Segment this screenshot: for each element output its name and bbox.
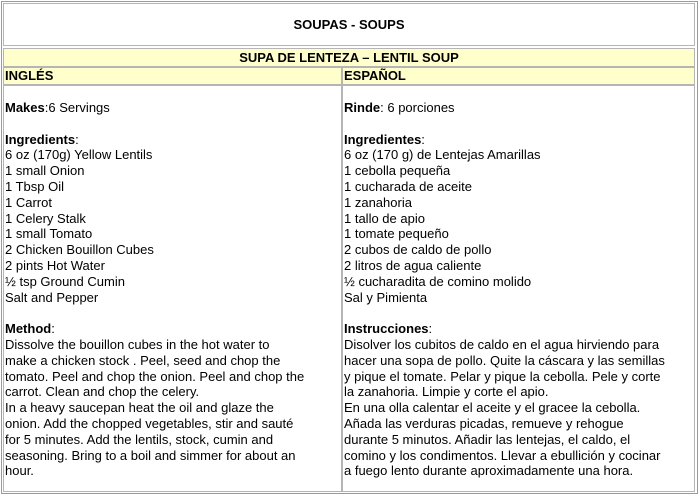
english-ingredients-list — [5, 147, 340, 305]
english-ingredient-item: 1 small Onion — [5, 163, 85, 179]
spanish-method-line: durante 5 minutos. Añadir las lentejas, el caldo, el — [344, 431, 631, 447]
spanish-method-colon: : — [428, 321, 433, 337]
english-makes-label: Makes — [5, 100, 45, 115]
english-method-line: make a chicken stock . Peel, seed and chop the — [5, 352, 281, 368]
english-method-line: In a heavy saucepan heat the oil and glaze the — [5, 400, 274, 416]
english-ingredients-colon: : — [75, 131, 79, 147]
recipe-title: SUPA DE LENTEZA – LENTIL SOUP — [3, 48, 695, 67]
english-ingredient-item: 6 oz (170g) Yellow Lentils — [5, 147, 153, 163]
english-ingredient-item: 2 pints Hot Water — [5, 257, 105, 273]
spanish-method-line: comino y los condimentos. Llevar a ebullición y cocinar — [344, 447, 661, 463]
spanish-ingredient-item: ½ cucharadita de comino molido — [344, 273, 532, 289]
spanish-makes — [344, 100, 693, 116]
english-ingredient-item: 2 Chicken Bouillon Cubes — [5, 242, 154, 258]
spanish-method-line: En una olla calentar el aceite y el gracee la cebolla. — [344, 400, 641, 416]
english-ingredient-item: 1 Celery Stalk — [5, 210, 86, 226]
english-column — [3, 85, 342, 492]
spanish-method-heading — [344, 321, 693, 337]
english-column-heading: INGLÉS — [3, 67, 342, 85]
english-method-label: Method — [5, 321, 52, 337]
spanish-ingredient-item: 1 zanahoria — [344, 194, 412, 210]
english-ingredient-item: Salt and Pepper — [5, 289, 99, 305]
english-method-heading — [5, 321, 340, 337]
spanish-ingredients-heading — [344, 132, 693, 148]
spanish-method-line: a fuego lento durante aproximadamente una hora. — [344, 463, 634, 479]
spanish-ingredient-item: 2 litros de agua caliente — [344, 257, 482, 273]
english-ingredients-heading — [5, 132, 340, 148]
english-method-line: for 5 minutes. Add the lentils, stock, cumin and — [5, 431, 274, 447]
spanish-ingredient-item: 2 cubos de caldo de pollo — [344, 242, 492, 258]
spanish-makes-value: : 6 porciones — [380, 100, 455, 115]
spanish-makes-label: Rinde — [344, 100, 381, 115]
spanish-ingredient-item: 1 cucharada de aceite — [344, 178, 472, 194]
spanish-ingredient-item: Sal y Pimienta — [344, 289, 428, 305]
spanish-method-line: y pique el tomate. Pelar y pique la cebolla. Pele y corte — [344, 368, 661, 384]
english-method-line: tomato. Peel and chop the onion. Peel and chop the — [5, 368, 305, 384]
spanish-method-line: la zanahoria. Limpie y corte el apio. — [344, 384, 549, 400]
spanish-method-line: Disolver los cubitos de caldo en el agua hirviendo para — [344, 336, 660, 352]
english-ingredient-item: 1 Tbsp Oil — [5, 178, 65, 194]
english-makes — [5, 100, 340, 116]
spanish-ingredient-item: 6 oz (170 g) de Lentejas Amarillas — [344, 147, 541, 163]
english-method-line: onion. Add the chopped vegetables, stir and sauté — [5, 415, 294, 431]
spanish-ingredient-item: 1 cebolla pequeña — [344, 163, 451, 179]
spanish-ingredient-item: 1 tallo de apio — [344, 210, 425, 226]
spanish-ingredients-colon: : — [421, 131, 425, 147]
spanish-method-label: Instrucciones — [344, 321, 429, 337]
english-method-line: seasoning. Bring to a boil and simmer for about an — [5, 447, 296, 463]
english-ingredient-item: ½ tsp Ground Cumin — [5, 273, 125, 289]
english-method-line: hour. — [5, 463, 34, 479]
spanish-ingredients-label: Ingredientes — [344, 131, 422, 147]
english-method-line: carrot. Clean and chop the celery. — [5, 384, 200, 400]
english-ingredients-label: Ingredients — [5, 131, 76, 147]
spanish-column — [342, 85, 695, 492]
spanish-ingredient-item: 1 tomate pequeño — [344, 226, 449, 242]
spanish-method-line: Añada las verduras picadas, remueve y rehogue — [344, 415, 624, 431]
english-ingredient-item: 1 Carrot — [5, 194, 52, 210]
english-method-colon: : — [51, 321, 55, 337]
english-method-text — [5, 337, 340, 479]
spanish-column-heading: ESPAÑOL — [342, 67, 695, 85]
spanish-method-text — [344, 337, 693, 479]
spanish-ingredients-list — [344, 147, 693, 305]
english-ingredient-item: 1 small Tomato — [5, 226, 93, 242]
page-title: SOUPAS - SOUPS — [3, 3, 695, 46]
english-method-line: Dissolve the bouillon cubes in the hot water to — [5, 336, 270, 352]
english-makes-value: :6 Servings — [44, 100, 110, 115]
spanish-method-line: hacer una sopa de pollo. Quite la cáscara y las semillas — [344, 352, 665, 368]
